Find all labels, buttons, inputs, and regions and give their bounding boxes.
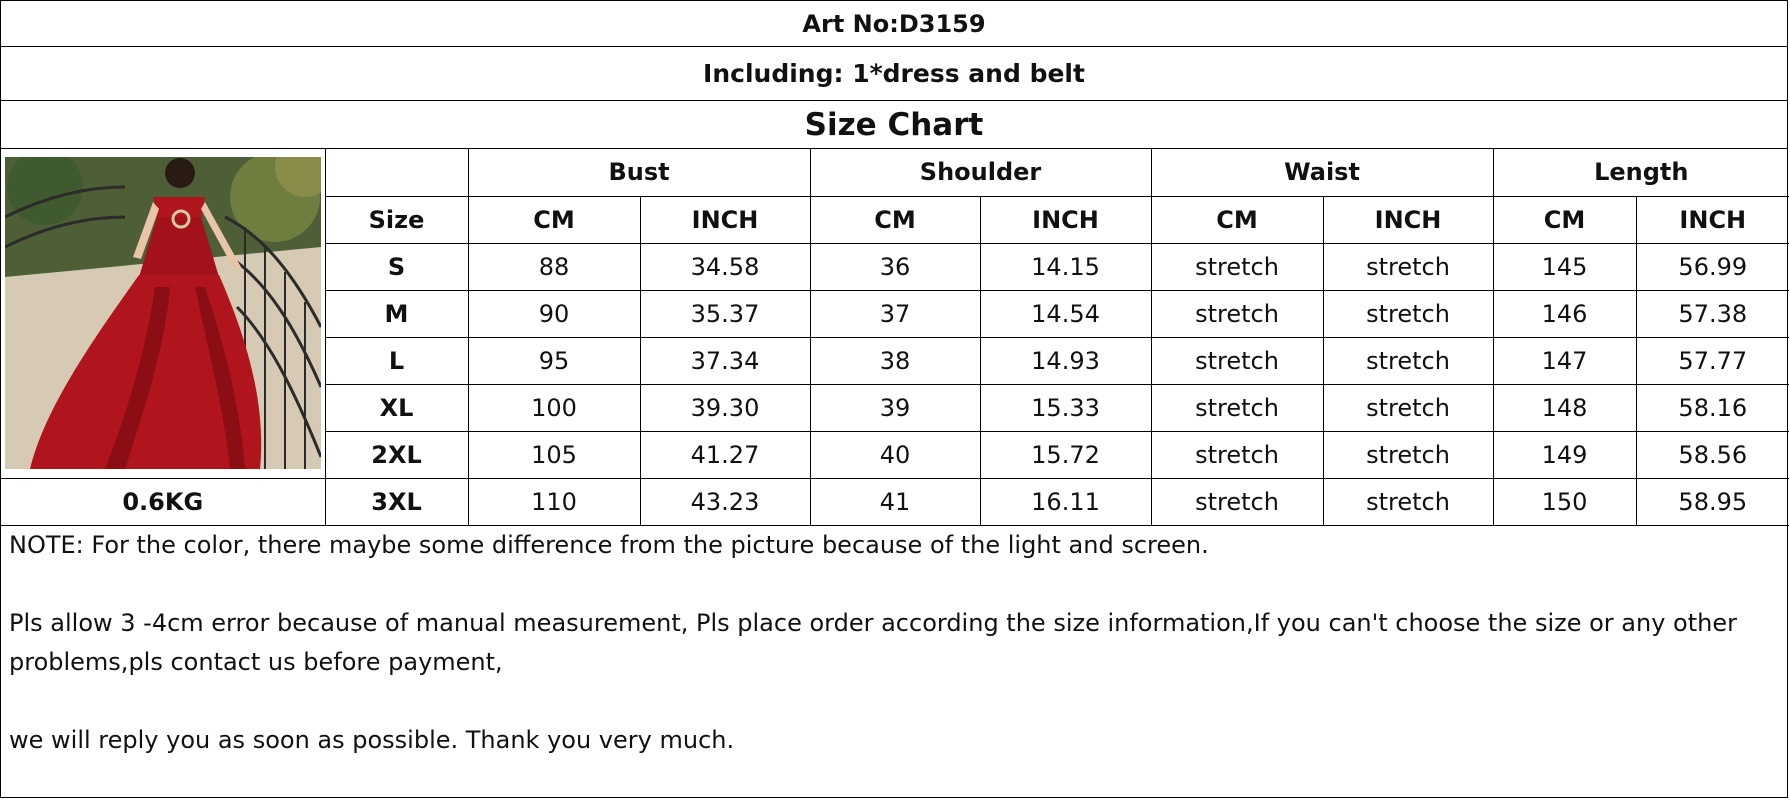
table-cell: 43.23 [640, 478, 810, 525]
table-cell: stretch [1151, 337, 1323, 384]
size-cell: L [325, 337, 468, 384]
unit-header: INCH [1323, 196, 1493, 243]
table-cell: 146 [1493, 290, 1636, 337]
package-contents: Including: 1*dress and belt [1, 47, 1787, 101]
unit-header: CM [810, 196, 980, 243]
table-cell: stretch [1151, 431, 1323, 478]
weight-cell: 0.6KG [1, 478, 325, 525]
table-row [1, 478, 1789, 525]
table-cell: 148 [1493, 384, 1636, 431]
table-cell: 14.93 [980, 337, 1151, 384]
size-cell: 2XL [325, 431, 468, 478]
notes-block [9, 526, 1779, 760]
color-note: NOTE: For the color, there maybe some difference from the picture because of the light and screen. [9, 531, 1209, 559]
table-cell: stretch [1151, 384, 1323, 431]
size-cell: S [325, 243, 468, 290]
table-cell: 16.11 [980, 478, 1151, 525]
table-cell: 105 [468, 431, 640, 478]
table-cell: stretch [1151, 478, 1323, 525]
reply-note: we will reply you as soon as possible. Thank you very much. [9, 726, 735, 754]
table-cell: stretch [1323, 243, 1493, 290]
table-cell: 39 [810, 384, 980, 431]
size-cell: 3XL [325, 478, 468, 525]
table-cell: stretch [1323, 290, 1493, 337]
unit-header: INCH [980, 196, 1151, 243]
measurement-note: Pls allow 3 -4cm error because of manual measurement, Pls place order according the size information,If you can't choose the size or any other problems,pls contact us before payment, [9, 609, 1737, 676]
group-header-row [1, 149, 1789, 196]
table-cell: 58.56 [1636, 431, 1789, 478]
unit-header: INCH [1636, 196, 1789, 243]
table-cell: 15.33 [980, 384, 1151, 431]
table-cell: 35.37 [640, 290, 810, 337]
art-number: Art No:D3159 [1, 1, 1787, 47]
table-cell: stretch [1323, 478, 1493, 525]
table-cell: 90 [468, 290, 640, 337]
unit-header: CM [1151, 196, 1323, 243]
size-table [1, 149, 1789, 526]
shoulder-header: Shoulder [810, 149, 1151, 196]
table-cell: 150 [1493, 478, 1636, 525]
size-cell: XL [325, 384, 468, 431]
table-cell: 39.30 [640, 384, 810, 431]
blank-header-cell [325, 149, 468, 196]
table-cell: 58.16 [1636, 384, 1789, 431]
table-cell: 145 [1493, 243, 1636, 290]
table-cell: 14.15 [980, 243, 1151, 290]
waist-header: Waist [1151, 149, 1493, 196]
length-header: Length [1493, 149, 1789, 196]
table-cell: 40 [810, 431, 980, 478]
table-cell: 38 [810, 337, 980, 384]
unit-header: CM [468, 196, 640, 243]
table-cell: 57.77 [1636, 337, 1789, 384]
table-cell: stretch [1323, 431, 1493, 478]
table-cell: 37.34 [640, 337, 810, 384]
table-cell: 88 [468, 243, 640, 290]
table-cell: 95 [468, 337, 640, 384]
size-cell: M [325, 290, 468, 337]
table-cell: 14.54 [980, 290, 1151, 337]
unit-header: INCH [640, 196, 810, 243]
unit-header: CM [1493, 196, 1636, 243]
table-cell: 34.58 [640, 243, 810, 290]
table-cell: 41.27 [640, 431, 810, 478]
table-cell: 58.95 [1636, 478, 1789, 525]
table-cell: 15.72 [980, 431, 1151, 478]
table-cell: 36 [810, 243, 980, 290]
table-cell: stretch [1151, 243, 1323, 290]
table-cell: stretch [1323, 337, 1493, 384]
table-cell: 41 [810, 478, 980, 525]
size-header: Size [325, 196, 468, 243]
table-cell: 57.38 [1636, 290, 1789, 337]
red-maxi-dress-photo [5, 157, 321, 469]
product-photo-cell [1, 149, 325, 478]
table-cell: 110 [468, 478, 640, 525]
bust-header: Bust [468, 149, 810, 196]
table-cell: 147 [1493, 337, 1636, 384]
table-cell: 100 [468, 384, 640, 431]
table-cell: 149 [1493, 431, 1636, 478]
table-cell: stretch [1151, 290, 1323, 337]
size-chart-title: Size Chart [1, 101, 1787, 149]
table-cell: 56.99 [1636, 243, 1789, 290]
table-cell: stretch [1323, 384, 1493, 431]
table-cell: 37 [810, 290, 980, 337]
